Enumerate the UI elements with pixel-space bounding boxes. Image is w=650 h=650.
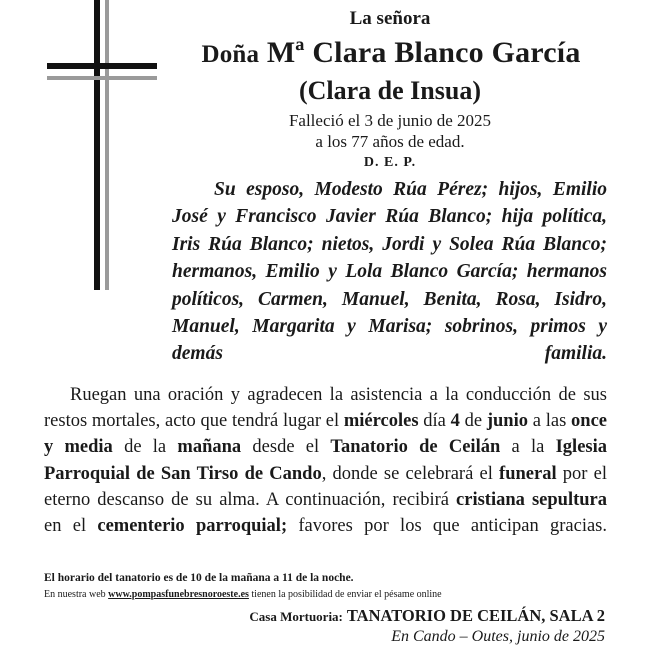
body-bold: junio	[486, 411, 528, 432]
web-note-text: tienen la posibilidad de enviar el pésame online	[248, 589, 442, 600]
dep-text: D. E. P.	[363, 155, 417, 170]
body-bold: Tanatorio de Ceilán	[330, 437, 501, 458]
body-text: favores por los que anticipan gracias.	[287, 516, 608, 537]
tanatorio-hours: El horario del tanatorio es de 10 de la mañana a 11 de la noche.	[44, 572, 354, 584]
mortuary-label: Casa Mortuoria:	[249, 609, 343, 624]
heading: La señora	[349, 8, 431, 29]
body-text: a la	[500, 437, 556, 458]
body-text: , donde se celebrará el	[321, 463, 500, 484]
alias: (Clara de Insua)	[298, 76, 481, 105]
place-date: En Cando – Outes, junio de 2025	[391, 628, 605, 645]
body-text: a las	[528, 411, 572, 432]
body-bold: cristiana sepultura	[456, 489, 607, 510]
body-text: día	[418, 411, 451, 432]
body-text: de la	[112, 437, 178, 458]
body-text: en el	[44, 516, 98, 537]
age: a los 77 años de edad.	[315, 132, 465, 151]
death-date: Falleció el 3 de junio de 2025	[288, 111, 492, 130]
body-text: desde el	[241, 437, 331, 458]
name-text: Mª Clara Blanco García	[266, 36, 581, 69]
body-bold: once y media	[44, 411, 607, 458]
mortuary-value: TANATORIO DE CEILÁN, SALA 2	[346, 606, 605, 625]
family-list: Su esposo, Modesto Rúa Pérez; hijos, Emilio José y Francisco Javier Rúa Blanco; hija política, Iris Rúa Blanco; nietos, Jordi y Solea Rúa Blanco; hermanos, Emilio y Lola Blanco García; hermanos políticos, Carmen, Manuel, Benita, Rosa, Isidro, Manuel, Margarita y Marisa; sobrinos, primos y demás familia.	[172, 179, 607, 365]
death-info	[250, 110, 530, 152]
ceremony-text	[44, 382, 607, 539]
body-bold: mañana	[177, 437, 242, 458]
deceased-name	[160, 36, 622, 70]
name-prefix: Doña	[201, 41, 260, 68]
body-text: de	[459, 411, 487, 432]
mortuary-line	[150, 606, 605, 626]
web-note-text: En nuestra web	[44, 589, 109, 600]
body-text: Ruegan una oración y agradecen la asistencia a la conducción de sus restos mortales, acto que tendrá lugar el	[44, 385, 607, 432]
body-text: por el eterno descanso de su alma. A continuación, recibirá	[44, 463, 608, 510]
body-bold: funeral	[499, 463, 557, 484]
body-bold: cementerio parroquial;	[97, 516, 288, 537]
body-bold: Iglesia Parroquial de San Tirso de Cando	[44, 437, 607, 484]
website-link[interactable]: www.pompasfunebresnoroeste.es	[108, 589, 249, 600]
body-bold: 4	[450, 411, 460, 432]
body-bold: miércoles	[343, 411, 419, 432]
cross-icon	[0, 0, 170, 300]
web-note	[44, 589, 604, 600]
